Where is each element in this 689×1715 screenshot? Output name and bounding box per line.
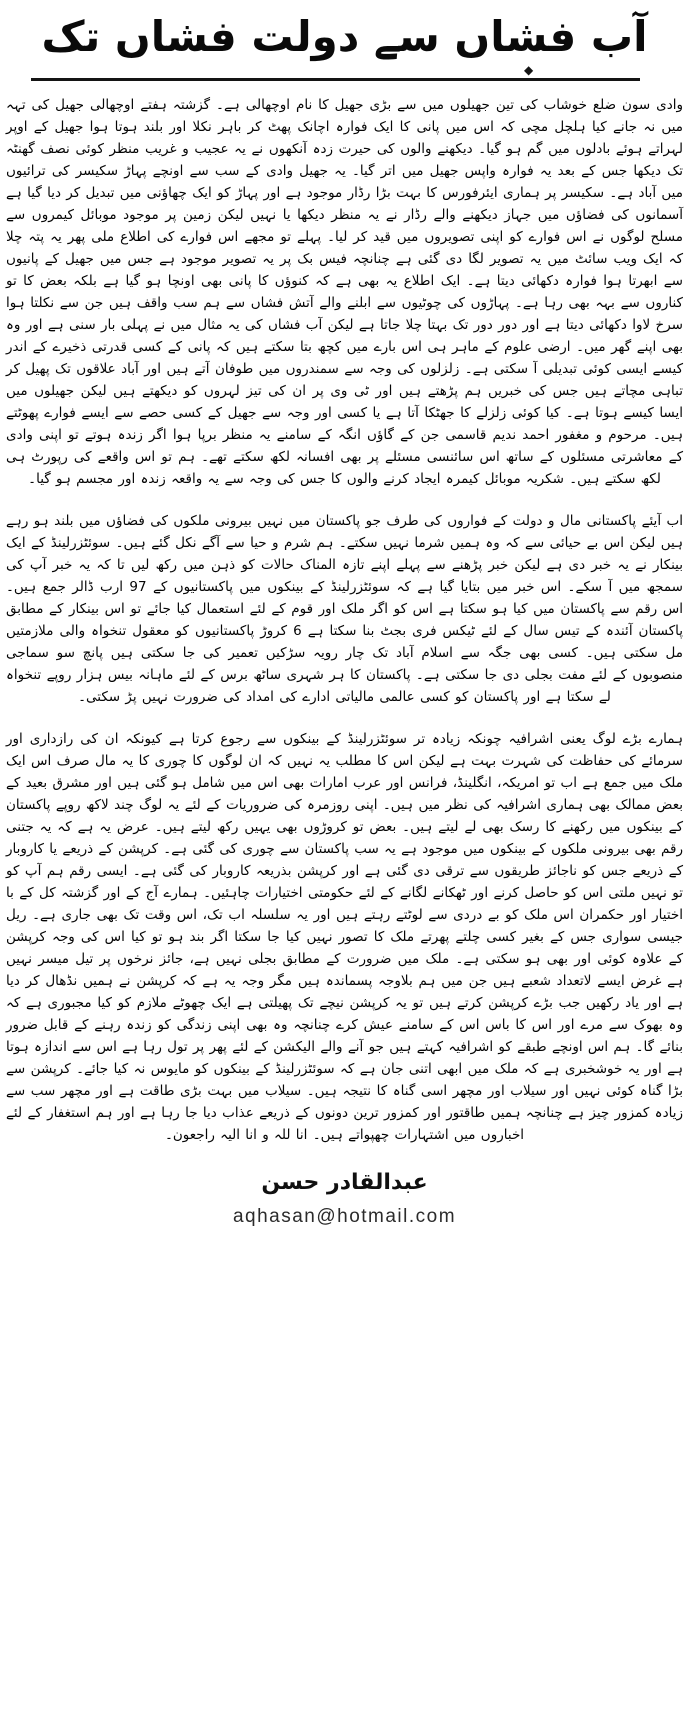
author-email: aqhasan@hotmail.com <box>232 1206 457 1227</box>
page-title: آب فشاں سے دولت فشاں تک <box>41 12 648 61</box>
paragraph-1: وادی سون ضلع خوشاب کی تین جھیلوں میں سے بڑی جھیل کا نام اوچھالی ہے۔ گزشتہ ہفتے اوچھالی جھیل کی تہہ میں نہ جانے کیا ہلچل مچی کہ اس میں پانی کا ایک فوارہ اچانک پھٹ کر باہر نکلا اور بلند ہوتا ہوا جھیل کے اوپر لہراتے ہوئے بادلوں میں گم ہو گیا۔ دیکھنے والوں کی حیرت زدہ آنکھوں نے یہ عجیب و غریب منظر کوئی نصف گھنٹہ تک دیکھا جس کے بعد یہ فوارہ واپس جھیل میں اتر گیا۔ یہ جھیل وادی کے سب سے اونچے پہاڑ سکیسر کی ترائیوں میں آباد ہے۔ سکیسر پر ہماری ایئرفورس کا بہت بڑا رڈار موجود ہے اور پہاڑ کو ایک چھاؤنی میں تبدیل کر دیا گیا ہے آسمانوں کی فضاؤں میں جہاز دیکھنے والے رڈار نے یہ منظر دیکھا یا نہیں لیکن زمین پر موجود موبائل کیمروں سے مسلح لوگوں نے اس فوارے کو اپنی تصویروں میں قید کر لیا۔ پہلے تو مجھے اس فوارے کی اطلاع ملی پھر یہ پتہ چلا کہ ایک ویب سائٹ میں یہ تصویر لگا دی گئی ہے چنانچہ فیس بک پر یہ تصویر موجود ہے جس میں جھیل کے پانیوں سے ابھرتا ہوا فوارہ دکھائی دیتا ہے۔ ایک اطلاع یہ بھی ہے کہ کنوؤں کا پانی بھی اونچا ہو گیا ہے بلکہ بعض کا تو کناروں سے بہہ بھی رہا ہے۔ پہاڑوں کی چوٹیوں سے ابلنے والے آتش فشاں سے ہم سب واقف ہیں جن سے نکلتا ہوا سرخ لاوا دکھائی دیتا ہے اور دور دور تک بہتا چلا جاتا ہے لیکن آب فشاں کی یہ مثال میں نے پہلی بار سنی ہے اور وہ بھی اپنے گھر میں۔ ارضی علوم کے ماہر ہی اس بارے میں کچھ بتا سکتے ہیں کہ پانی کے کسی قدرتی ذخیرے کے اندر کیسے ایسی کوئی تبدیلی آ سکتی ہے۔ زلزلوں کی وجہ سے سمندروں میں طوفان آتے ہیں اور آباد علاقوں تک پھیل کر تباہی مچاتے ہیں جس کی خبریں ہم پڑھتے ہیں اور ٹی وی پر ان کی تیز لہروں کو دیکھتے ہیں لیکن جھیلوں میں ایسا کیسے ہوتا ہے۔ کیا کوئی زلزلے کا جھٹکا آتا ہے یا کسی اور وجہ سے جھیل کے کسی حصے سے ایسے فوارے پھوٹتے ہیں۔ مرحوم و مغفور احمد ندیم قاسمی جن کے گاؤں انگہ کے سامنے یہ منظر برپا ہوا اگر زندہ ہوتے تو اپنی وادی کے معاشرتی مسئلوں کے ساتھ اس سائنسی مسئلے پر بھی افسانہ لکھ سکتے تھے۔ ہم تو اس واقعے کی رپورٹ ہی لکھ سکتے ہیں۔ شکریہ موبائل کیمرہ ایجاد کرنے والوں کا جس کی وجہ سے یہ واقعہ زندہ اور مجسم ہو گیا۔ <box>6 97 683 487</box>
article-body <box>0 86 689 1228</box>
article-header <box>0 0 689 86</box>
paragraph-2: اب آیئے پاکستانی مال و دولت کے فواروں کی طرف جو پاکستان میں نہیں بیرونی ملکوں کی فضاؤں میں بلند ہو رہے ہیں لیکن اس بے حیائی سے کہ وہ ہمیں شرما نہیں سکتے۔ ہم شرم و حیا سے آگے نکل گئے ہیں۔ سوئٹزرلینڈ کے ایک بینکار نے یہ خبر دی ہے لیکن خبر پڑھنے سے پہلے اپنے تازہ المناک حالات کو ذہن میں رکھ لیں تا کہ یہ خبر آپ کی سمجھ میں آ سکے۔ اس خبر میں بتایا گیا ہے کہ سوئٹزرلینڈ کے بینکوں میں پاکستانیوں کے 97 ارب ڈالر جمع ہیں۔ اس رقم سے پاکستان میں کیا ہو سکتا ہے اس کو اگر ملک اور قوم کے لئے استعمال کیا جائے تو اس بینکار کے مطابق پاکستان آئندہ کے تیس سال کے لئے ٹیکس فری بجٹ بنا سکتا ہے 6 کروڑ پاکستانیوں کو معقول تنخواہ والی ملازمتیں مل سکتی ہیں۔ کسی بھی جگہ سے اسلام آباد تک چار رویہ سڑکیں تعمیر کی جا سکتی ہیں پانچ سو سماجی منصوبوں کے لئے مفت بجلی دی جا سکتی ہے۔ پاکستان کا ہر شہری ساٹھ برس کے لئے ماہانہ بیس ہزار روپے تنخواہ لے سکتا ہے اور پاکستان کو کسی عالمی مالیاتی ادارے کی امداد کی ضرورت نہیں پڑ سکتی۔ <box>6 513 683 705</box>
title-divider <box>0 63 689 86</box>
divider-rule <box>31 78 640 81</box>
author-signature: عبدالقادر حسن <box>261 1170 428 1195</box>
diamond-ornament: ◆ <box>524 63 534 77</box>
signature-block <box>6 1166 683 1228</box>
paragraph-3: ہمارے بڑے لوگ یعنی اشرافیہ چونکہ زیادہ تر سوئٹزرلینڈ کے بینکوں سے رجوع کرتا ہے کیونکہ ان کی رازداری اور سرمائے کی حفاظت کی شہرت بہت ہے لیکن اس کا مطلب یہ نہیں کہ ان لوگوں کا چوری کا یہ مال صرف اس ایک ملک میں جمع ہے اب تو امریکہ، انگلینڈ، فرانس اور عرب امارات بھی اس میں شامل ہو گئی ہیں اور مشرق بعید کے بعض ممالک بھی ہماری اشرافیہ کی نظر میں ہیں۔ اپنی روزمرہ کی ضروریات کے لئے یہ لوگ چند لاکھ روپے پاکستان کے بینکوں میں رکھنے کا رسک بھی لے لیتے ہیں۔ بعض تو کروڑوں بھی یہیں رکھ لیتے ہیں۔ عرض یہ ہے کہ یہ جتنی رقم بھی بیرونی ملکوں کے بینکوں میں موجود ہے یہ سب پاکستان سے چوری کی گئی ہے۔ کرپشن کے ذریعے یا کاروبار کے ذریعے جس کو ناجائز طریقوں سے ترقی دی گئی ہے اور کرپشن بذریعہ کاروبار کی گئی ہے۔ ایسی رقم ہم آپ کو تو نہیں ملتی اس کو حاصل کرنے اور ٹھکانے لگانے کے لئے حکومتی اختیارات چاہئیں۔ ہمارے آج کے اور گزشتہ کل کے با اختیار اور حکمران اس ملک کو بے دردی سے لوٹتے رہتے ہیں اور یہ سلسلہ اب تک، اس وقت تک بھی جاری ہے۔ ریل جیسی سواری جس کے بغیر کسی چلتے پھرتے ملک کا تصور نہیں کیا جا سکتا اگر بند ہو تو کیا اس کی وجہ کرپشن کے علاوہ کوئی اور بھی ہو سکتی ہے۔ ملک میں ضرورت کے مطابق بجلی نہیں ہے، جائز نرخوں پر تیل میسر نہیں ہے غرض ایسے لاتعداد شعبے ہیں جن میں ہم بلاوجہ پسماندہ ہیں مگر وجہ یہ ہے کہ کرپشن نے ہمیں نڈھال کر دیا ہے اور یاد رکھیں جب بڑے کرپشن کرتے ہیں تو یہ کرپشن نیچے تک پھیلتی ہے ایک چھوٹے ملازم کو کیا مجبوری ہے کہ وہ بھوک سے مرے اور اس کا باس اس کے سامنے عیش کرے چنانچہ وہ بھی اپنی زندگی کو زندہ رہنے کے قابل ضرور بنائے گا۔ ہم اس اونچے طبقے کو اشرافیہ کہتے ہیں جو آنے والے الیکشن کے لئے پھر پر تول رہا ہے اس سے اندازہ ہوتا ہے اور یہ خوشخبری ہے کہ ملک میں ابھی اتنی جان ہے کہ سوئٹزرلینڈ کے بینکوں کو مایوس نہ کیا جائے۔ کرپشن سے بڑا گناہ کوئی نہیں اور سیلاب اور مچھر اسی گناہ کا نتیجہ ہیں۔ سیلاب میں بہت بڑی طاقت ہے اور مچھر سب سے زیادہ کمزور چیز ہے چنانچہ ہمیں طاقتور اور کمزور ترین دونوں کے ذریعے عذاب دیا جا رہا ہے اور ہم استغفار کے لئے اخباروں میں اشتہارات چھپواتے ہیں۔ انا للہ و انا الیہ راجعون۔ <box>6 731 683 1143</box>
